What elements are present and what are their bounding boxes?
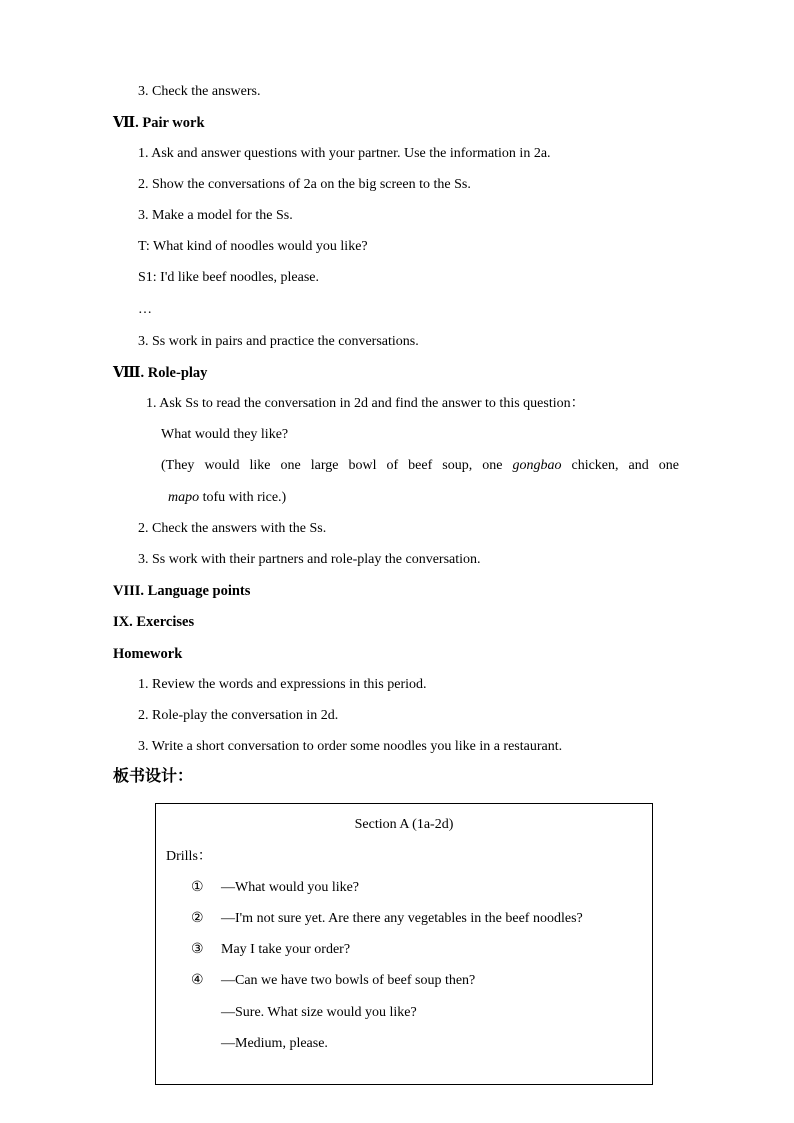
answer-text: chicken, and one	[561, 458, 679, 473]
drill-text: —I'm not sure yet. Are there any vegetables in the beef noodles?	[221, 911, 583, 926]
drill-number: ③	[191, 942, 204, 957]
model-student-line: S1: I'd like beef noodles, please.	[138, 270, 319, 285]
answer-text: (They would like one large bowl of beef soup, one	[161, 458, 513, 473]
drill-number: ④	[191, 973, 204, 988]
section-heading-exercises: IX. Exercises	[113, 614, 195, 630]
drill-reply: —Sure. What size would you like?	[221, 1005, 417, 1020]
homework-item-2: 2. Role-play the conversation in 2d.	[138, 708, 339, 723]
section-heading-homework: Homework	[113, 646, 183, 662]
drills-label: Drills：	[166, 849, 212, 864]
role-play-step-1: 1. Ask Ss to read the conversation in 2d and find the answer to this question：	[146, 396, 585, 411]
board-design-box	[155, 803, 653, 1085]
drill-text: May I take your order?	[221, 942, 351, 957]
role-play-answer-line-2	[168, 489, 286, 507]
step-check-answers: 3. Check the answers.	[138, 84, 261, 99]
drill-number: ②	[191, 911, 204, 926]
answer-text: tofu with rice.)	[199, 490, 287, 505]
section-heading-role-play: Ⅷ. Role-play	[113, 365, 208, 381]
board-title: Section A (1a-2d)	[354, 817, 454, 832]
answer-italic-gongbao: gongbao	[512, 458, 562, 473]
drill-text: —What would you like?	[221, 880, 360, 895]
drill-item	[191, 910, 583, 928]
drill-reply: —Medium, please.	[221, 1036, 328, 1051]
pair-work-step-3: 3. Make a model for the Ss.	[138, 208, 293, 223]
drill-item	[191, 972, 475, 990]
homework-item-3: 3. Write a short conversation to order some noodles you like in a restaurant.	[138, 739, 563, 754]
answer-italic-mapo: mapo	[168, 490, 200, 505]
drill-text: —Can we have two bowls of beef soup then?	[221, 973, 476, 988]
role-play-step-2: 2. Check the answers with the Ss.	[138, 521, 327, 536]
section-heading-pair-work: Ⅶ. Pair work	[113, 115, 205, 131]
ellipsis: …	[138, 302, 152, 317]
drill-item	[191, 941, 350, 959]
role-play-question: What would they like?	[161, 427, 289, 442]
board-design-heading: 板书设计：	[113, 766, 194, 785]
homework-item-1: 1. Review the words and expressions in this period.	[138, 677, 427, 692]
section-heading-language-points: VIII. Language points	[113, 583, 251, 599]
role-play-answer-line-1	[161, 457, 679, 475]
pair-work-step-2: 2. Show the conversations of 2a on the big screen to the Ss.	[138, 177, 471, 192]
role-play-step-3: 3. Ss work with their partners and role-play the conversation.	[138, 552, 481, 567]
model-teacher-line: T: What kind of noodles would you like?	[138, 239, 368, 254]
drill-number: ①	[191, 880, 204, 895]
drill-item	[191, 879, 359, 897]
pair-work-step-1: 1. Ask and answer questions with your partner. Use the information in 2a.	[138, 146, 551, 161]
pair-work-step-4: 3. Ss work in pairs and practice the conversations.	[138, 334, 419, 349]
